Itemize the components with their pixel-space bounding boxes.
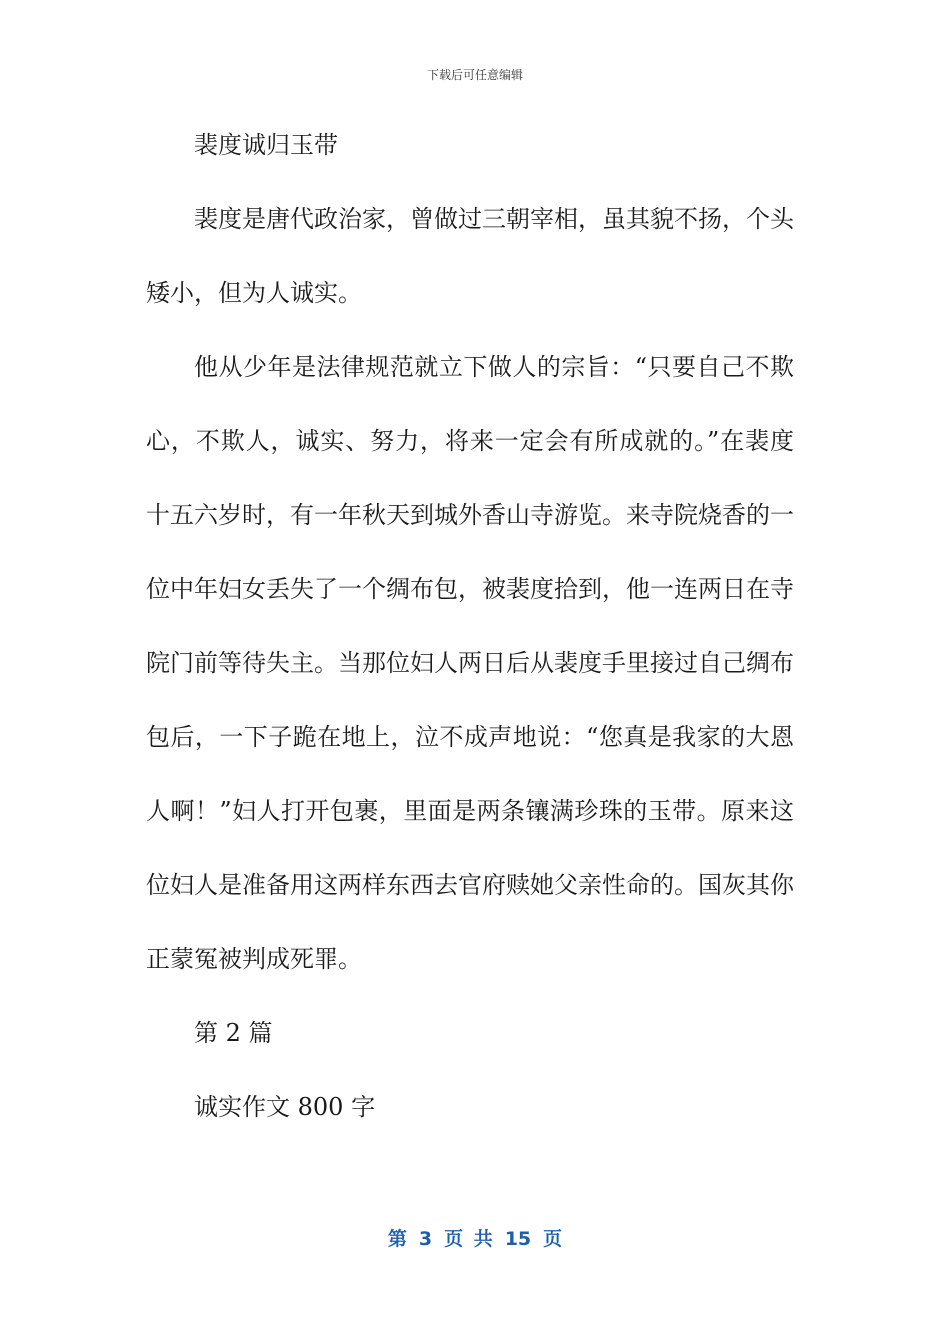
page-footer <box>0 1224 950 1251</box>
text-line: 包后，一下子跪在地上，泣不成声地说：“您真是我家的大恩 <box>146 723 794 751</box>
footer-page-prefix: 第 <box>387 1228 407 1250</box>
text-line: 正蒙冤被判成死罪。 <box>146 945 362 973</box>
text-line: 位中年妇女丢失了一个绸布包，被裴度拾到，他一连两日在寺 <box>146 575 794 603</box>
text-line: 第 2 篇 <box>194 1019 273 1047</box>
header-note: 下载后可任意编辑 <box>426 68 523 82</box>
footer-total-pages: 15 <box>504 1228 532 1250</box>
text-line: 人啊！”妇人打开包裹，里面是两条镶满珍珠的玉带。原来这 <box>146 797 794 825</box>
text-line: 位妇人是准备用这两样东西去官府赎她父亲性命的。国灰其你 <box>146 871 794 899</box>
text-line: 心，不欺人，诚实、努力，将来一定会有所成就的。”在裴度 <box>146 427 794 455</box>
text-line: 裴度诚归玉带 <box>194 131 338 159</box>
text-line: 院门前等待失主。当那位妇人两日后从裴度手里接过自己绸布 <box>146 649 794 677</box>
footer-current-page: 3 <box>418 1228 433 1250</box>
text-line: 他从少年是法律规范就立下做人的宗旨：“只要自己不欺 <box>194 353 794 381</box>
text-line: 诚实作文 800 字 <box>194 1093 376 1121</box>
text-line: 十五六岁时，有一年秋天到城外香山寺游览。来寺院烧香的一 <box>146 501 794 529</box>
footer-page-suffix: 页 <box>543 1228 563 1250</box>
text-line: 矮小，但为人诚实。 <box>146 279 362 307</box>
text-line: 裴度是唐代政治家，曾做过三朝宰相，虽其貌不扬，个头 <box>194 205 794 233</box>
document-body <box>146 118 794 1154</box>
footer-page-mid: 页 共 <box>444 1228 493 1250</box>
